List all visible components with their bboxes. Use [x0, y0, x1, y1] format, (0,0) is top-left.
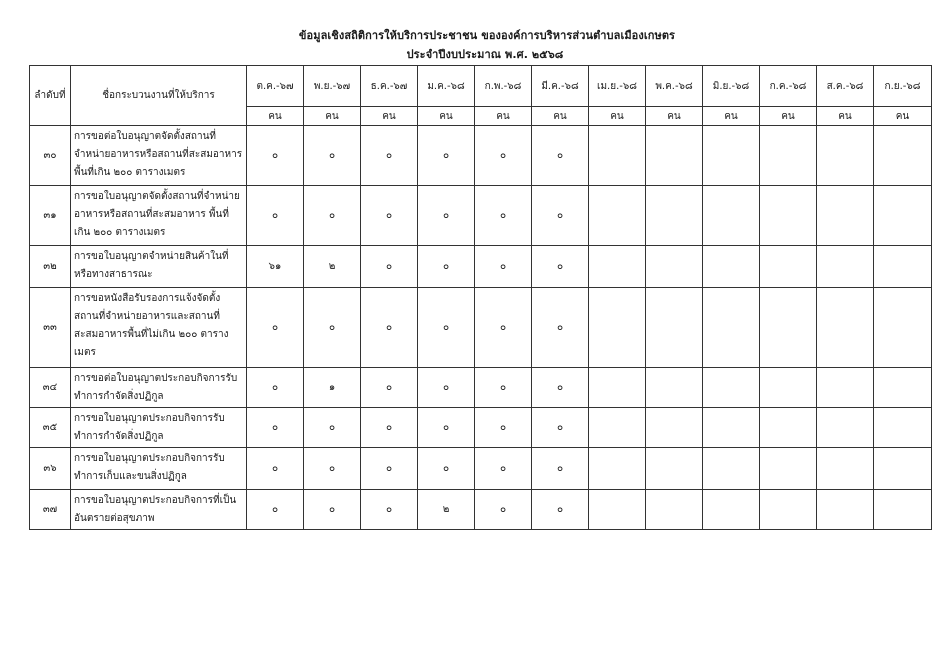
header-seq: ลำดับที่: [30, 66, 71, 126]
row-value-cell: [817, 490, 874, 530]
row-value-cell: [589, 490, 646, 530]
row-value-cell: [646, 368, 703, 408]
row-value-cell: ๐: [532, 246, 589, 288]
header-unit: คน: [532, 107, 589, 126]
table-row: [30, 288, 932, 368]
row-value-cell: ๐: [361, 448, 418, 490]
row-value-cell: ๐: [475, 490, 532, 530]
header-unit: คน: [817, 107, 874, 126]
row-value-cell: [817, 186, 874, 246]
row-seq: ๓๑: [30, 186, 71, 246]
row-value-cell: ๑: [304, 368, 361, 408]
row-value-cell: [874, 408, 932, 448]
row-value-cell: ๐: [418, 368, 475, 408]
row-value-cell: [874, 126, 932, 186]
row-value-cell: [874, 490, 932, 530]
row-value-cell: [817, 448, 874, 490]
header-month: ส.ค.-๖๘: [817, 66, 874, 107]
header-unit: คน: [361, 107, 418, 126]
header-row-months: [30, 66, 932, 107]
header-month: ก.ค.-๖๘: [760, 66, 817, 107]
row-service: การขอใบอนุญาตจัดตั้งสถานที่จำหน่ายอาหารหรือสถานที่สะสมอาหาร พื้นที่เกิน ๒๐๐ ตารางเมตร: [71, 186, 247, 246]
row-value-cell: ๐: [532, 126, 589, 186]
table-row: [30, 448, 932, 490]
header-unit: คน: [646, 107, 703, 126]
row-value-cell: [874, 288, 932, 368]
row-value-cell: [646, 246, 703, 288]
row-value-cell: ๐: [532, 186, 589, 246]
row-seq: ๓๗: [30, 490, 71, 530]
header-unit: คน: [703, 107, 760, 126]
row-value-cell: ๐: [304, 186, 361, 246]
row-value-cell: ๐: [361, 288, 418, 368]
row-value-cell: ๐: [418, 126, 475, 186]
row-value-cell: ๐: [247, 490, 304, 530]
row-value-cell: ๐: [532, 288, 589, 368]
row-value-cell: ๐: [475, 126, 532, 186]
table-row: [30, 368, 932, 408]
table-row: [30, 490, 932, 530]
row-seq: ๓๐: [30, 126, 71, 186]
row-value-cell: ๐: [418, 246, 475, 288]
row-value-cell: ๐: [361, 408, 418, 448]
row-value-cell: [760, 288, 817, 368]
row-value-cell: ๐: [247, 186, 304, 246]
row-value-cell: [817, 408, 874, 448]
row-value-cell: ๐: [361, 368, 418, 408]
row-value-cell: [817, 126, 874, 186]
statistics-table: [29, 65, 932, 530]
table-row: [30, 408, 932, 448]
row-value-cell: [874, 186, 932, 246]
row-value-cell: ๐: [361, 186, 418, 246]
header-month: มี.ค.-๖๘: [532, 66, 589, 107]
row-value-cell: [703, 186, 760, 246]
header-unit: คน: [475, 107, 532, 126]
row-value-cell: [760, 126, 817, 186]
row-value-cell: [703, 448, 760, 490]
header-unit: คน: [247, 107, 304, 126]
row-value-cell: [703, 408, 760, 448]
row-service: การขอหนังสือรับรองการแจ้งจัดตั้งสถานที่จำหน่ายอาหารและสถานที่สะสมอาหารพื้นที่ไม่เกิน ๒๐๐ ตารางเมตร: [71, 288, 247, 368]
header-unit: คน: [589, 107, 646, 126]
row-value-cell: [646, 288, 703, 368]
row-value-cell: [703, 368, 760, 408]
header-month: พ.ค.-๖๘: [646, 66, 703, 107]
row-service: การขอต่อใบอนุญาตจัดตั้งสถานที่จำหน่ายอาหารหรือสถานที่สะสมอาหาร พื้นที่เกิน ๒๐๐ ตารางเมตร: [71, 126, 247, 186]
table-row: [30, 246, 932, 288]
page-title: ข้อมูลเชิงสถิติการให้บริการประชาชน ขององค์การบริหารส่วนตำบลเมืองเกษตร: [298, 29, 676, 42]
page-subtitle: ประจำปีงบประมาณ พ.ศ. ๒๕๖๘: [406, 48, 564, 61]
row-service: การขอใบอนุญาตประกอบกิจการรับทำการกำจัดสิ่งปฏิกูล: [71, 408, 247, 448]
header-month: เม.ย.-๖๘: [589, 66, 646, 107]
row-value-cell: [874, 448, 932, 490]
row-seq: ๓๖: [30, 448, 71, 490]
row-value-cell: [589, 246, 646, 288]
header-month: พ.ย.-๖๗: [304, 66, 361, 107]
row-value-cell: ๐: [361, 246, 418, 288]
table-row: [30, 186, 932, 246]
row-value-cell: [760, 186, 817, 246]
row-value-cell: [646, 186, 703, 246]
row-seq: ๓๕: [30, 408, 71, 448]
table-row: [30, 126, 932, 186]
row-value-cell: [874, 246, 932, 288]
row-value-cell: ๐: [304, 126, 361, 186]
row-seq: ๓๔: [30, 368, 71, 408]
header-month: ก.พ.-๖๘: [475, 66, 532, 107]
row-value-cell: ๐: [247, 448, 304, 490]
row-value-cell: ๐: [475, 288, 532, 368]
row-value-cell: [760, 490, 817, 530]
row-value-cell: [646, 408, 703, 448]
header-unit: คน: [874, 107, 932, 126]
header-month: ธ.ค.-๖๗: [361, 66, 418, 107]
table-body: [30, 126, 932, 530]
row-value-cell: ๐: [532, 368, 589, 408]
row-value-cell: ๐: [475, 368, 532, 408]
row-service: การขอใบอนุญาตประกอบกิจการรับทำการเก็บและขนสิ่งปฏิกูล: [71, 448, 247, 490]
row-value-cell: [589, 448, 646, 490]
row-value-cell: [589, 186, 646, 246]
row-value-cell: [703, 288, 760, 368]
row-value-cell: [589, 408, 646, 448]
row-value-cell: ๐: [418, 288, 475, 368]
row-value-cell: [817, 368, 874, 408]
row-value-cell: [703, 246, 760, 288]
row-value-cell: ๐: [475, 408, 532, 448]
row-value-cell: ๐: [361, 126, 418, 186]
row-value-cell: [760, 448, 817, 490]
row-value-cell: ๐: [475, 246, 532, 288]
header-month: ก.ย.-๖๘: [874, 66, 932, 107]
row-value-cell: [703, 126, 760, 186]
row-value-cell: [589, 368, 646, 408]
row-value-cell: [760, 368, 817, 408]
row-value-cell: ๐: [418, 408, 475, 448]
row-value-cell: [760, 246, 817, 288]
row-value-cell: [646, 126, 703, 186]
row-value-cell: ๐: [418, 448, 475, 490]
row-value-cell: [703, 490, 760, 530]
row-seq: ๓๓: [30, 288, 71, 368]
row-value-cell: [646, 490, 703, 530]
row-value-cell: ๐: [475, 448, 532, 490]
header-unit: คน: [418, 107, 475, 126]
row-value-cell: [817, 288, 874, 368]
row-value-cell: ๐: [304, 288, 361, 368]
row-seq: ๓๒: [30, 246, 71, 288]
row-value-cell: ๐: [304, 448, 361, 490]
row-service: การขอใบอนุญาตประกอบกิจการที่เป็นอันตรายต่อสุขภาพ: [71, 490, 247, 530]
header-month: มิ.ย.-๖๘: [703, 66, 760, 107]
row-value-cell: ๐: [247, 288, 304, 368]
row-value-cell: ๐: [247, 126, 304, 186]
row-value-cell: [760, 408, 817, 448]
row-value-cell: [589, 126, 646, 186]
header-unit: คน: [760, 107, 817, 126]
row-value-cell: ๐: [532, 408, 589, 448]
row-value-cell: ๖๑: [247, 246, 304, 288]
row-value-cell: ๐: [361, 490, 418, 530]
row-value-cell: ๐: [304, 408, 361, 448]
row-service: การขอใบอนุญาตจำหน่ายสินค้าในที่หรือทางสาธารณะ: [71, 246, 247, 288]
row-value-cell: [874, 368, 932, 408]
row-value-cell: ๐: [475, 186, 532, 246]
row-value-cell: ๐: [418, 186, 475, 246]
row-value-cell: ๐: [304, 490, 361, 530]
row-value-cell: ๐: [247, 368, 304, 408]
header-month: ต.ค.-๖๗: [247, 66, 304, 107]
row-value-cell: ๒: [304, 246, 361, 288]
header-service: ชื่อกระบวนงานที่ให้บริการ: [71, 66, 247, 126]
row-value-cell: ๐: [532, 490, 589, 530]
row-service: การขอต่อใบอนุญาตประกอบกิจการรับทำการกำจัดสิ่งปฏิกูล: [71, 368, 247, 408]
header-month: ม.ค.-๖๘: [418, 66, 475, 107]
header-unit: คน: [304, 107, 361, 126]
row-value-cell: [817, 246, 874, 288]
row-value-cell: ๐: [247, 408, 304, 448]
row-value-cell: ๐: [532, 448, 589, 490]
row-value-cell: [646, 448, 703, 490]
row-value-cell: ๒: [418, 490, 475, 530]
row-value-cell: [589, 288, 646, 368]
table-header: [30, 66, 932, 126]
